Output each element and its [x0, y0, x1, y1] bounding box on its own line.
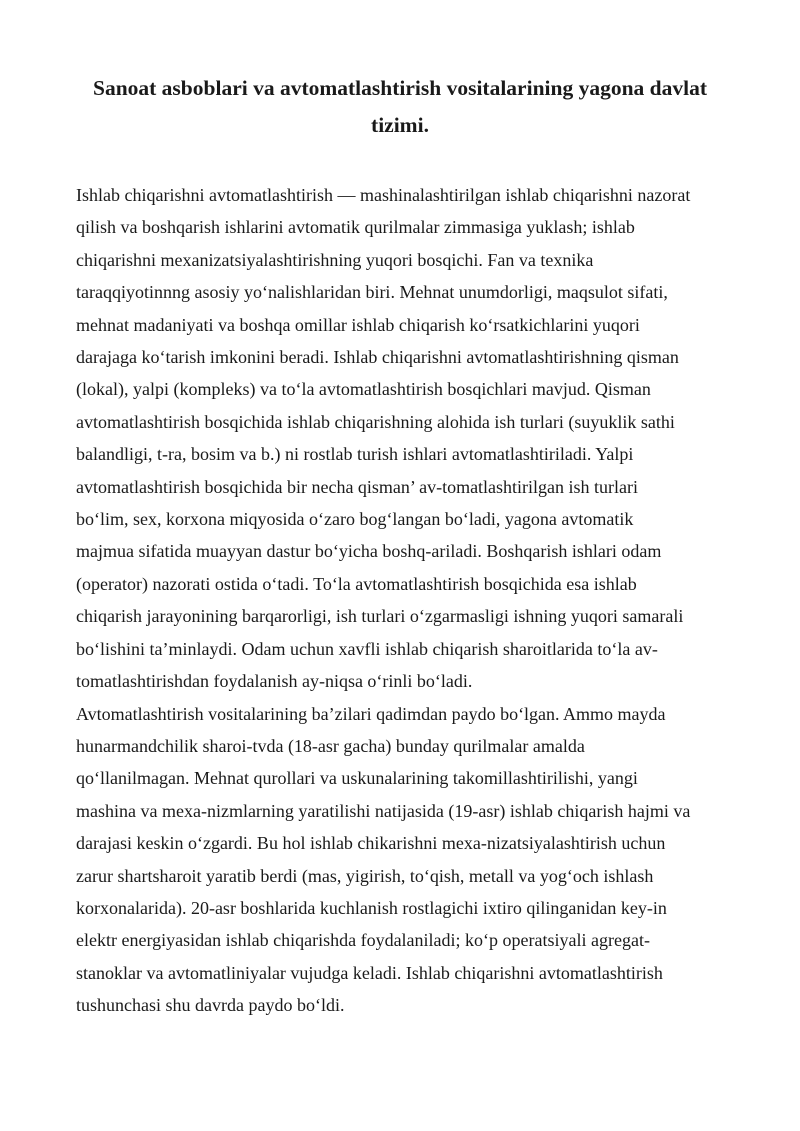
text-line: avtomatlashtirish bosqichida ishlab chiqarishning alohida ish turlari (suyuklik sathi: [76, 411, 675, 432]
text-line: majmua sifatida muayyan dastur boʻyicha boshq-ariladi. Boshqarish ishlari odam: [76, 541, 662, 562]
document-body: [76, 179, 726, 1022]
text-line: elektr energiyasidan ishlab chiqarishda foydalaniladi; koʻp operatsiyali agregat-: [76, 930, 650, 951]
paragraph: [76, 179, 726, 698]
text-line: hunarmandchilik sharoi-tvda (18-asr gacha) bunday qurilmalar amalda: [76, 735, 585, 756]
text-line: Ishlab chiqarishni avtomatlashtirish — mashinalashtirilgan ishlab chiqarishni nazorat: [76, 185, 691, 205]
text-line: boʻlim, sex, korxona miqyosida oʻzaro bogʻlangan boʻladi, yagona avtomatik: [76, 509, 634, 530]
text-line: qoʻllanilmagan. Mehnat qurollari va uskunalarining takomillashtirilishi, yangi: [76, 768, 638, 789]
text-line: Avtomatlashtirish vositalarining baʼzilari qadimdan paydo boʻlgan. Ammo mayda: [76, 703, 666, 724]
text-line: taraqqiyotinnng asosiy yoʻnalishlaridan biri. Mehnat unumdorligi, maqsulot sifati,: [76, 282, 668, 303]
text-line: stanoklar va avtomatliniyalar vujudga keladi. Ishlab chiqarishni avtomatlashtirish: [76, 962, 663, 983]
text-line: korxonalarida). 20-asr boshlarida kuchlanish rostlagichi ixtiro qilinganidan key-in: [76, 897, 667, 918]
text-line: boʻlishini taʼminlaydi. Odam uchun xavfli ishlab chiqarish sharoitlarida toʻla av-: [76, 638, 658, 659]
text-line: balandligi, t-ra, bosim va b.) ni rostlab turish ishlari avtomatlashtiriladi. Yalpi: [76, 444, 634, 465]
text-line: avtomatlashtirish bosqichida bir necha qisman’ av-tomatlashtirilgan ish turlari: [76, 476, 639, 497]
text-line: darajasi keskin oʻzgardi. Bu hol ishlab chikarishni mexa-nizatsiyalashtirish uchun: [76, 833, 666, 854]
text-line: tushunchasi shu davrda paydo boʻldi.: [76, 995, 345, 1016]
text-line: (operator) nazorati ostida oʻtadi. Toʻla avtomatlashtirish bosqichida esa ishlab: [76, 573, 637, 594]
text-line: mashina va mexa-nizmlarning yaratilishi natijasida (19-asr) ishlab chiqarish hajmi va: [76, 800, 691, 821]
text-line: qilish va boshqarish ishlarini avtomatik qurilmalar zimmasiga yuklash; ishlab: [76, 217, 635, 238]
text-line: tomatlashtirishdan foydalanish ay-niqsa oʻrinli boʻladi.: [76, 671, 473, 692]
text-line: zarur shartsharoit yaratib berdi (mas, yigirish, toʻqish, metall va yogʻoch ishlash: [76, 865, 654, 886]
text-line: darajaga koʻtarish imkonini beradi. Ishlab chiqarishni avtomatlashtirishning qisman: [76, 347, 679, 368]
text-line: chiqarish jarayonining barqarorligi, ish turlari oʻzgarmasligi ishning yuqori samarali: [76, 606, 684, 627]
text-line: mehnat madaniyati va boshqa omillar ishlab chiqarish koʻrsatkichlarini yuqori: [76, 314, 640, 335]
text-line: chiqarishni mexanizatsiyalashtirishning yuqori bosqichi. Fan va texnika: [76, 249, 594, 270]
document-title: Sanoat asboblari va avtomatlashtirish vositalarining yagona davlat tizimi.: [92, 76, 708, 137]
text-line: (lokal), yalpi (kompleks) va toʻla avtomatlashtirish bosqichlari mavjud. Qisman: [76, 379, 651, 400]
paragraph: [76, 698, 726, 1022]
